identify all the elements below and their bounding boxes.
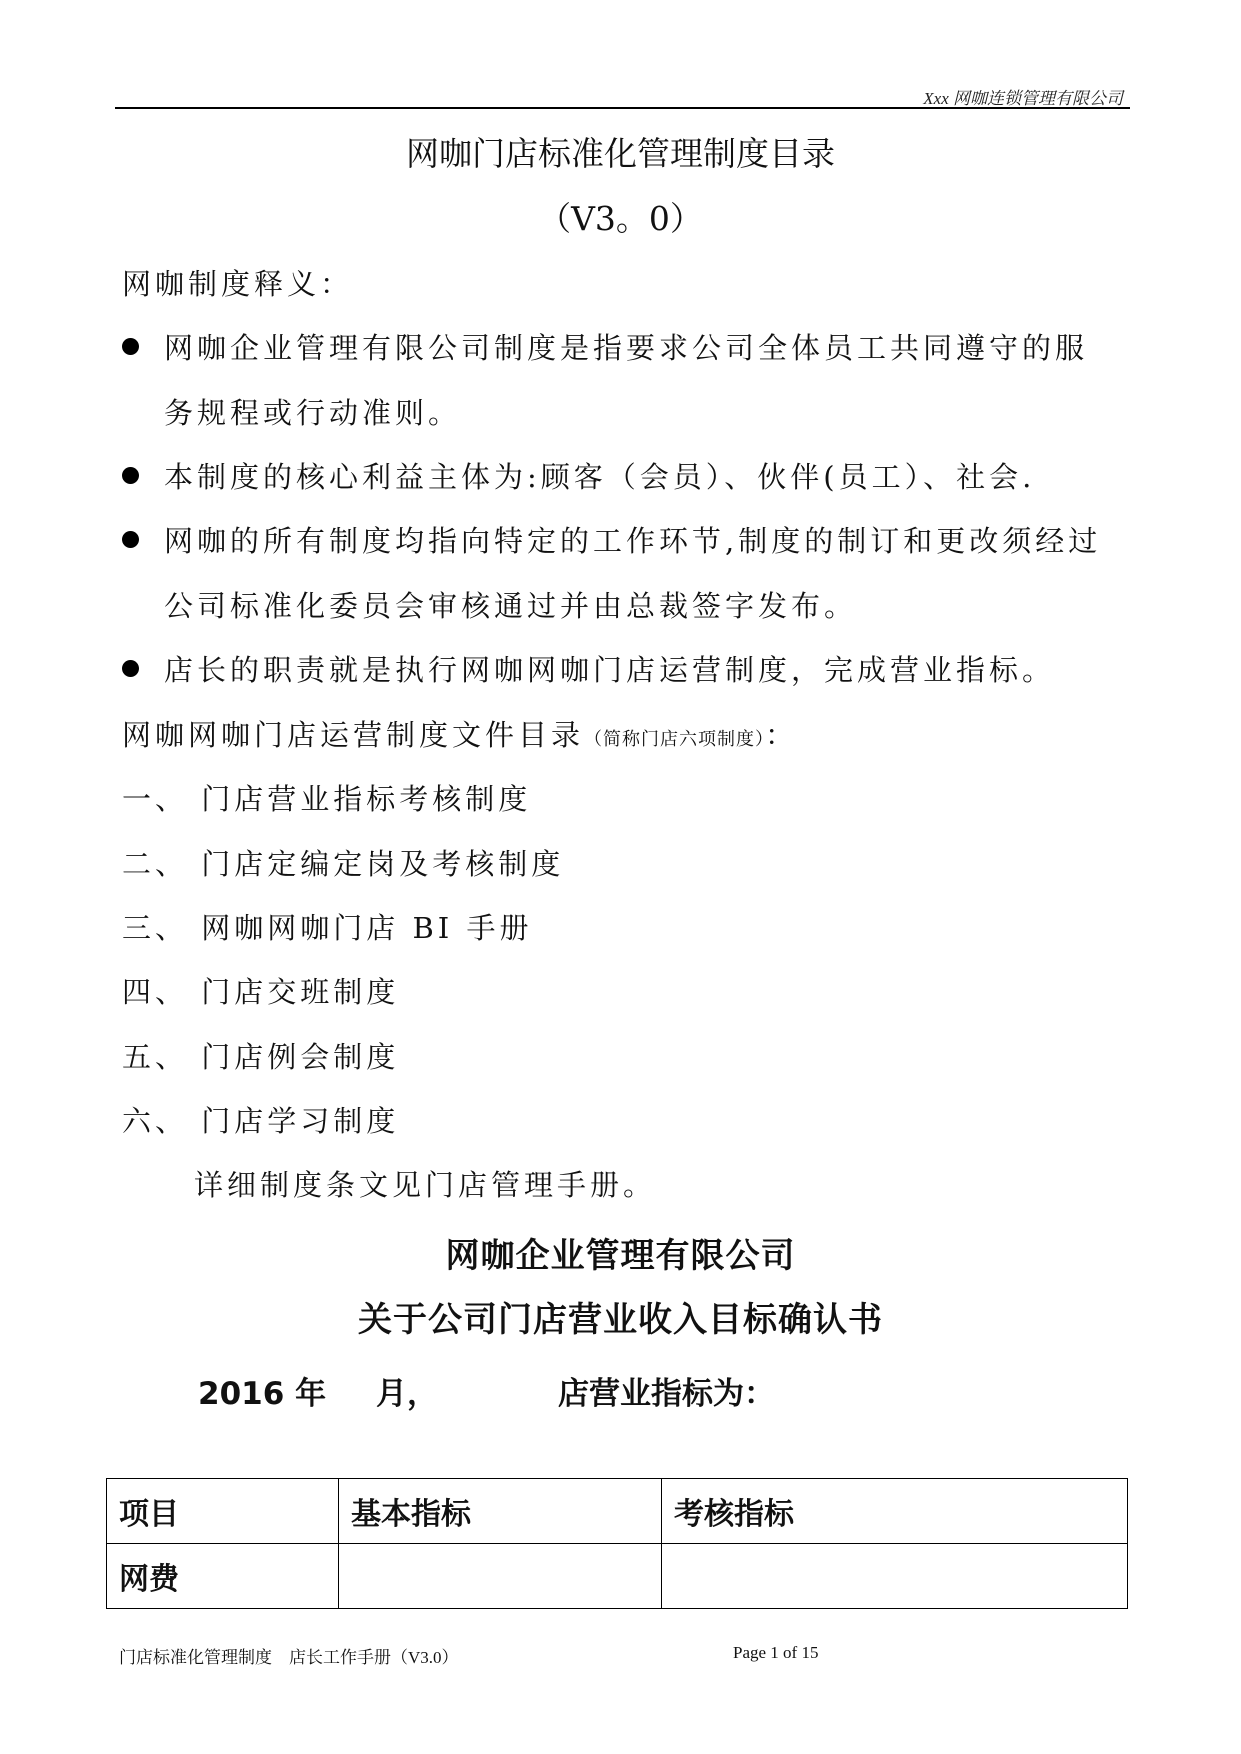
detail-note: 详细制度条文见门店管理手册。: [194, 1168, 657, 1202]
catalog-item-num: 五、: [122, 1040, 189, 1074]
confirmation-company: 网咖企业管理有限公司: [445, 1236, 796, 1276]
version-label: （V3。0）: [538, 199, 703, 238]
target-year: 2016 年: [198, 1376, 327, 1412]
bullet-icon: [122, 467, 139, 484]
footer-left: 门店标准化管理制度 店长工作手册（V3.0）: [119, 1648, 459, 1667]
catalog-item-text: 门店营业指标考核制度: [201, 782, 532, 816]
catalog-item-num: 一、: [122, 782, 189, 816]
catalog-item-text: 门店定编定岗及考核制度: [201, 847, 565, 881]
bullet-1-line-2: 务规程或行动准则。: [164, 396, 462, 430]
bullet-icon: [122, 660, 139, 677]
table-cell: [339, 1544, 662, 1609]
catalog-item-text: 门店学习制度: [201, 1104, 400, 1138]
metrics-table: [106, 1478, 1128, 1609]
table-header-cell: 考核指标: [662, 1479, 1128, 1544]
confirmation-title: 关于公司门店营业收入目标确认书: [358, 1300, 883, 1340]
catalog-heading-text: 网咖网咖门店运营制度文件目录: [122, 718, 585, 752]
table-cell: 网费: [107, 1544, 339, 1609]
bullet-1-line-1: 网咖企业管理有限公司制度是指要求公司全体员工共同遵守的服: [164, 331, 1089, 365]
target-month: 月，: [376, 1376, 438, 1412]
table-cell: [662, 1544, 1128, 1609]
catalog-item: [122, 777, 531, 818]
footer-page-number: Page 1 of 15: [733, 1643, 819, 1662]
bullet-3-line-1: 网咖的所有制度均指向特定的工作环节,制度的制订和更改须经过: [164, 524, 1102, 558]
bullet-4-line-1: 店长的职责就是执行网咖网咖门店运营制度，完成营业指标。: [164, 653, 1056, 687]
catalog-item-num: 六、: [122, 1104, 189, 1138]
catalog-item-num: 四、: [122, 975, 189, 1009]
catalog-note: （简称门店六项制度）: [584, 729, 766, 750]
catalog-heading: [122, 713, 798, 754]
definition-heading: 网咖制度释义：: [122, 267, 354, 301]
catalog-item: [122, 1035, 399, 1076]
catalog-colon: ：: [765, 718, 799, 752]
catalog-item: [122, 1099, 399, 1140]
table-header-cell: 项目: [107, 1479, 339, 1544]
table-header-cell: 基本指标: [339, 1479, 662, 1544]
bullet-icon: [122, 338, 139, 355]
bullet-2-line-1: 本制度的核心利益主体为:顾客（会员）、伙伴(员工）、社会.: [164, 460, 1036, 494]
catalog-item-text: 门店例会制度: [201, 1040, 400, 1074]
header-company: Xxx 网咖连锁管理有限公司: [923, 89, 1123, 108]
table-row: [107, 1544, 1128, 1609]
table-header-row: [107, 1479, 1128, 1544]
page-title: 网咖门店标准化管理制度目录: [406, 134, 835, 173]
bullet-3-line-2: 公司标准化委员会审核通过并由总裁签字发布。: [164, 589, 858, 623]
catalog-item-num: 三、: [122, 911, 189, 945]
target-store-label: 店营业指标为：: [558, 1376, 775, 1412]
bullet-icon: [122, 531, 139, 548]
catalog-item-text: 网咖网咖门店 BI 手册: [201, 911, 533, 945]
catalog-item: [122, 842, 564, 883]
catalog-item: [122, 970, 399, 1011]
header-rule: [115, 107, 1130, 109]
catalog-item-num: 二、: [122, 847, 189, 881]
catalog-item-text: 门店交班制度: [201, 975, 400, 1009]
catalog-item: [122, 906, 532, 947]
